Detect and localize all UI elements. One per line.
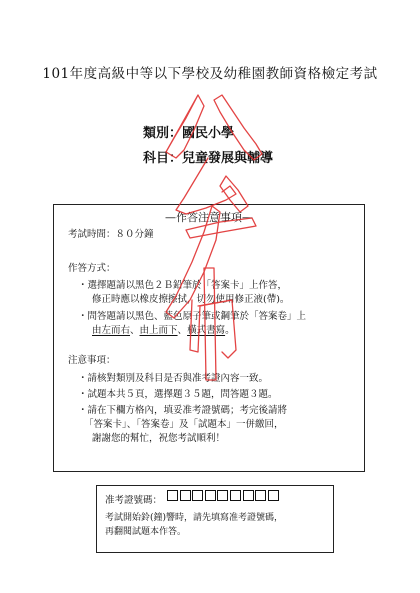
method-title: 作答方式： [68, 263, 116, 274]
direction-top-bottom: 由上而下 [139, 325, 178, 336]
note-item-3-cont: 「答案卡」、「答案卷」及「試題本」一併繳回， [84, 419, 284, 430]
candidate-id-label: 准考證號碼： [105, 495, 163, 506]
candidate-id-cell[interactable] [255, 490, 266, 501]
notice-box [53, 204, 365, 472]
category-line [143, 122, 234, 141]
exam-time [68, 229, 154, 241]
id-instruction-2: 再翻閱試題本作答。 [105, 527, 187, 537]
method-item-2: ・問答題請以黑色、藍色原子筆或鋼筆於「答案卷」上 [78, 311, 307, 322]
exam-title: 101年度高級中等以下學校及幼稚園教師資格檢定考試 [42, 66, 378, 82]
candidate-id-cell[interactable] [230, 490, 241, 501]
note-item-3-end: 謝謝您的幫忙，祝您考試順利！ [92, 433, 226, 444]
subject-value: 兒童發展與輔導 [182, 151, 274, 166]
candidate-id-cell[interactable] [205, 490, 216, 501]
note-item-3: ・請在下欄方格內，填妥准考證號碼；考完後請將 [78, 405, 288, 416]
notes-title: 注意事項： [68, 355, 116, 366]
candidate-id-cell[interactable] [268, 490, 279, 501]
subject-label: 科目： [143, 151, 183, 166]
id-instruction-1: 考試開始鈴(鐘)響時，請先填寫准考證號碼， [105, 513, 284, 523]
category-value: 國民小學 [182, 126, 235, 141]
subject-line [143, 147, 273, 166]
method-item-2-cont: 由左而右、由上而下、橫式書寫。 [92, 325, 235, 336]
candidate-id-cells[interactable] [167, 490, 280, 501]
candidate-id-cell[interactable] [167, 490, 178, 501]
notice-heading: —作答注意事項— [165, 211, 253, 224]
direction-horizontal: 橫式書寫 [187, 325, 226, 336]
candidate-id-cell[interactable] [243, 490, 254, 501]
note-item-2: ・試題本共５頁，選擇題３５題，問答題３題。 [78, 389, 278, 400]
candidate-id-box [96, 485, 334, 553]
candidate-id-cell[interactable] [180, 490, 191, 501]
method-item-1: ・選擇題請以黑色２Ｂ鉛筆於「答案卡」上作答， [78, 280, 288, 291]
method-item-1-cont: 修正時應以橡皮擦擦拭，切勿使用修正液(帶)。 [92, 294, 290, 305]
candidate-id-cell[interactable] [217, 490, 228, 501]
exam-time-label: 考試時間： [68, 229, 116, 240]
exam-time-value: ８０分鐘 [115, 229, 154, 240]
note-item-1: ・請核對類別及科目是否與准考證內容一致。 [78, 373, 269, 384]
candidate-id-cell[interactable] [192, 490, 203, 501]
direction-left-right: 由左而右 [92, 325, 131, 336]
category-label: 類別： [143, 126, 183, 141]
